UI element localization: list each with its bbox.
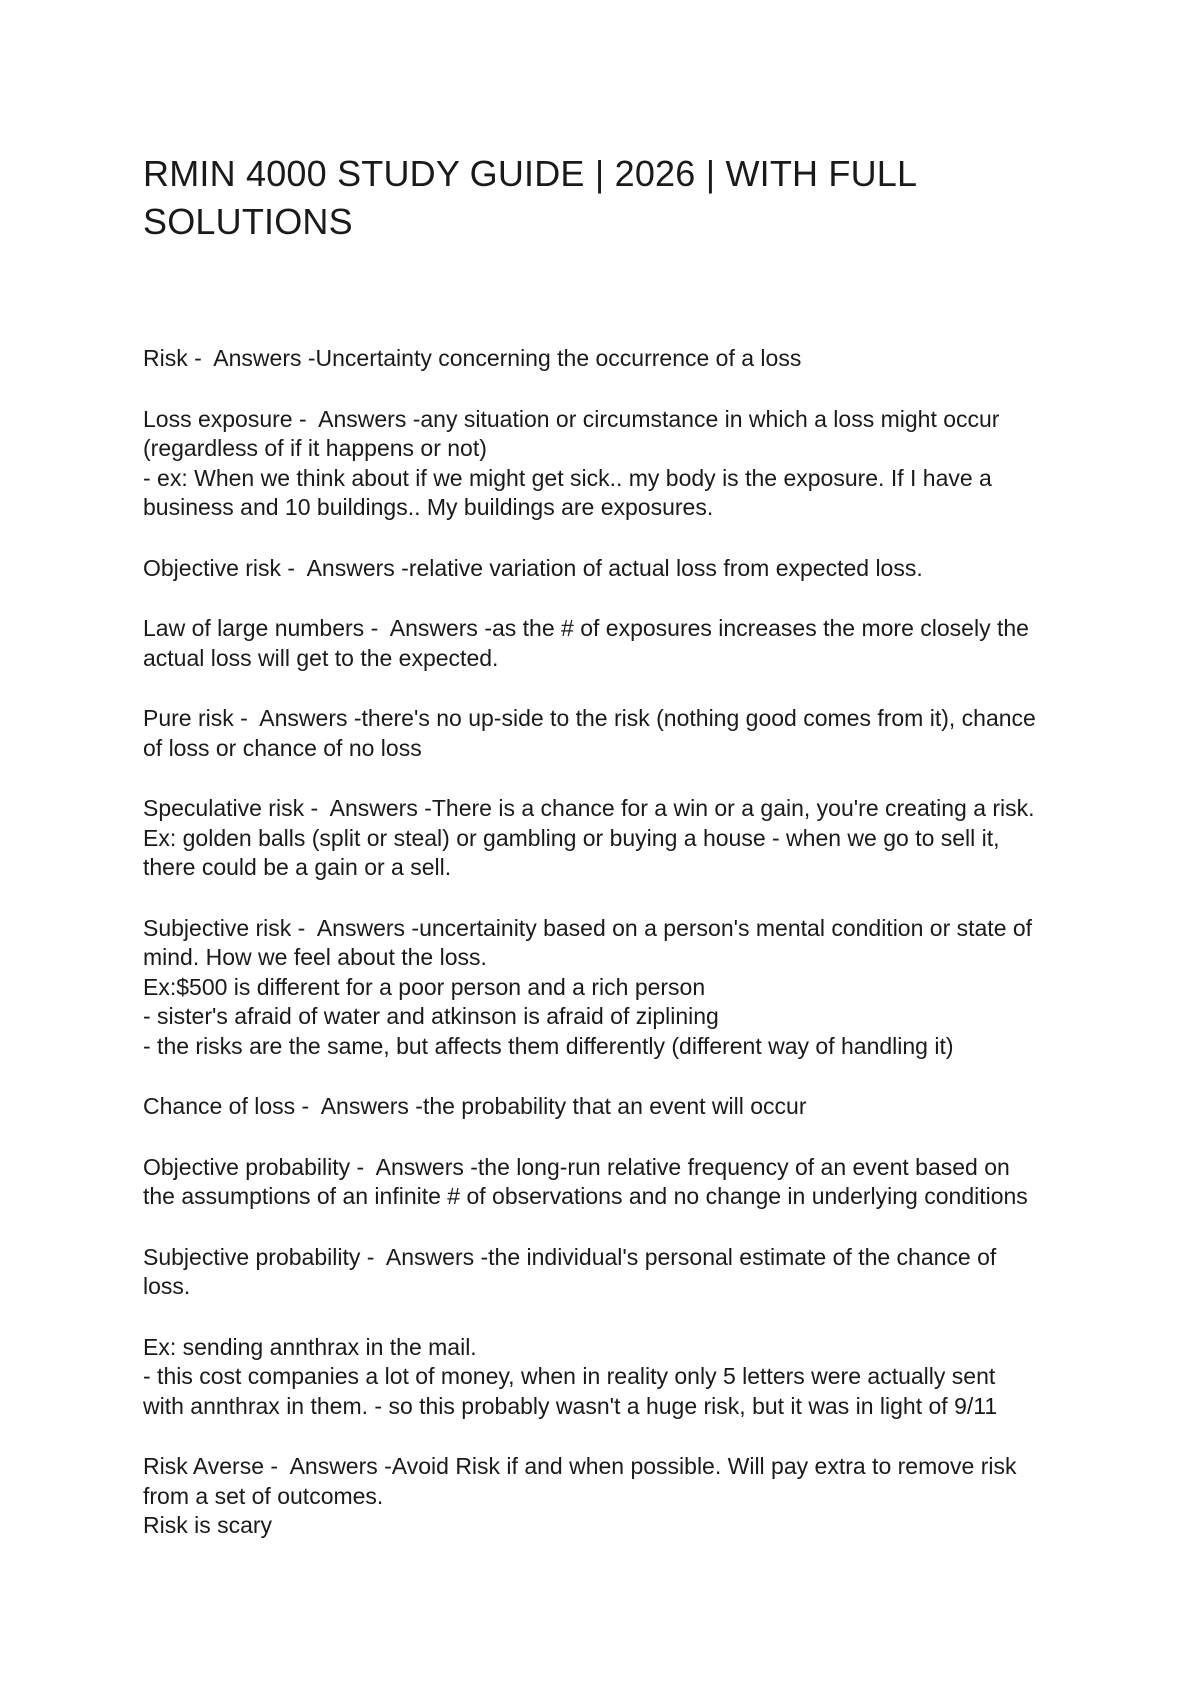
entry-line: - ex: When we think about if we might get sick.. my body is the exposure. If I have a bbox=[143, 464, 992, 491]
entry-chance-of-loss bbox=[143, 1092, 1083, 1122]
entry-line: Chance of loss - Answers -the probability that an event will occur bbox=[143, 1093, 807, 1119]
entry-line: the assumptions of an infinite # of observations and no change in underlying conditions bbox=[143, 1183, 1028, 1209]
entry-risk bbox=[143, 344, 1083, 374]
entry-line: from a set of outcomes. bbox=[143, 1482, 384, 1509]
entry-line: Risk Averse - Answers -Avoid Risk if and when possible. Will pay extra to remove risk bbox=[143, 1453, 1017, 1479]
entry-risk-averse bbox=[143, 1452, 1083, 1541]
entry-line: there could be a gain or a sell. bbox=[143, 854, 452, 880]
entry-line: Loss exposure - Answers -any situation or circumstance in which a loss might occur bbox=[143, 405, 1000, 432]
entry-law-of-large-numbers bbox=[143, 614, 1083, 673]
entry-line: Objective probability - Answers -the long-run relative frequency of an event based on bbox=[143, 1153, 1010, 1180]
entry-line: business and 10 buildings.. My buildings are exposures. bbox=[143, 494, 714, 520]
entry-objective-risk bbox=[143, 554, 1083, 584]
entry-line: Pure risk - Answers -there's no up-side to the risk (nothing good comes from it), chance bbox=[143, 705, 1036, 731]
entry-line: - the risks are the same, but affects them differently (different way of handling it) bbox=[143, 1032, 954, 1059]
entry-line: Law of large numbers - Answers -as the # of exposures increases the more closely the bbox=[143, 615, 1029, 641]
entry-line: Risk is scary bbox=[143, 1512, 273, 1538]
entry-line: Ex: sending annthrax in the mail. bbox=[143, 1333, 477, 1360]
entry-line: with annthrax in them. - so this probably wasn't a huge risk, but it was in light of 9/11 bbox=[143, 1392, 998, 1419]
title-line: RMIN 4000 STUDY GUIDE | 2026 | WITH FULL bbox=[143, 153, 918, 194]
title-line: SOLUTIONS bbox=[143, 201, 353, 242]
entry-line: mind. How we feel about the loss. bbox=[143, 944, 487, 970]
entry-line: - sister's afraid of water and atkinson is afraid of ziplining bbox=[143, 1003, 719, 1029]
document-page bbox=[143, 150, 1083, 1572]
document-title bbox=[143, 150, 1083, 246]
entry-objective-probability bbox=[143, 1153, 1083, 1212]
entry-anthrax-example bbox=[143, 1333, 1083, 1422]
entry-line: Ex:$500 is different for a poor person and a rich person bbox=[143, 973, 706, 1000]
entry-speculative-risk bbox=[143, 794, 1083, 883]
entry-line: Subjective risk - Answers -uncertainity based on a person's mental condition or state of bbox=[143, 914, 1033, 941]
entry-loss-exposure bbox=[143, 405, 1083, 523]
entry-line: Risk - Answers -Uncertainty concerning the occurrence of a loss bbox=[143, 345, 802, 371]
entry-subjective-risk bbox=[143, 914, 1083, 1062]
entry-pure-risk bbox=[143, 704, 1083, 763]
entry-line: loss. bbox=[143, 1273, 191, 1299]
entry-line: actual loss will get to the expected. bbox=[143, 644, 499, 671]
entry-line: Objective risk - Answers -relative variation of actual loss from expected loss. bbox=[143, 554, 923, 581]
entry-line: (regardless of if it happens or not) bbox=[143, 435, 487, 461]
entry-line: - this cost companies a lot of money, when in reality only 5 letters were actually sent bbox=[143, 1363, 996, 1389]
entry-line: Ex: golden balls (split or steal) or gambling or buying a house - when we go to sell it, bbox=[143, 824, 1000, 851]
entry-line: Subjective probability - Answers -the individual's personal estimate of the chance of bbox=[143, 1243, 997, 1270]
entry-line: of loss or chance of no loss bbox=[143, 734, 422, 761]
entry-line: Speculative risk - Answers -There is a chance for a win or a gain, you're creating a risk. bbox=[143, 795, 1035, 821]
entry-subjective-probability bbox=[143, 1243, 1083, 1302]
